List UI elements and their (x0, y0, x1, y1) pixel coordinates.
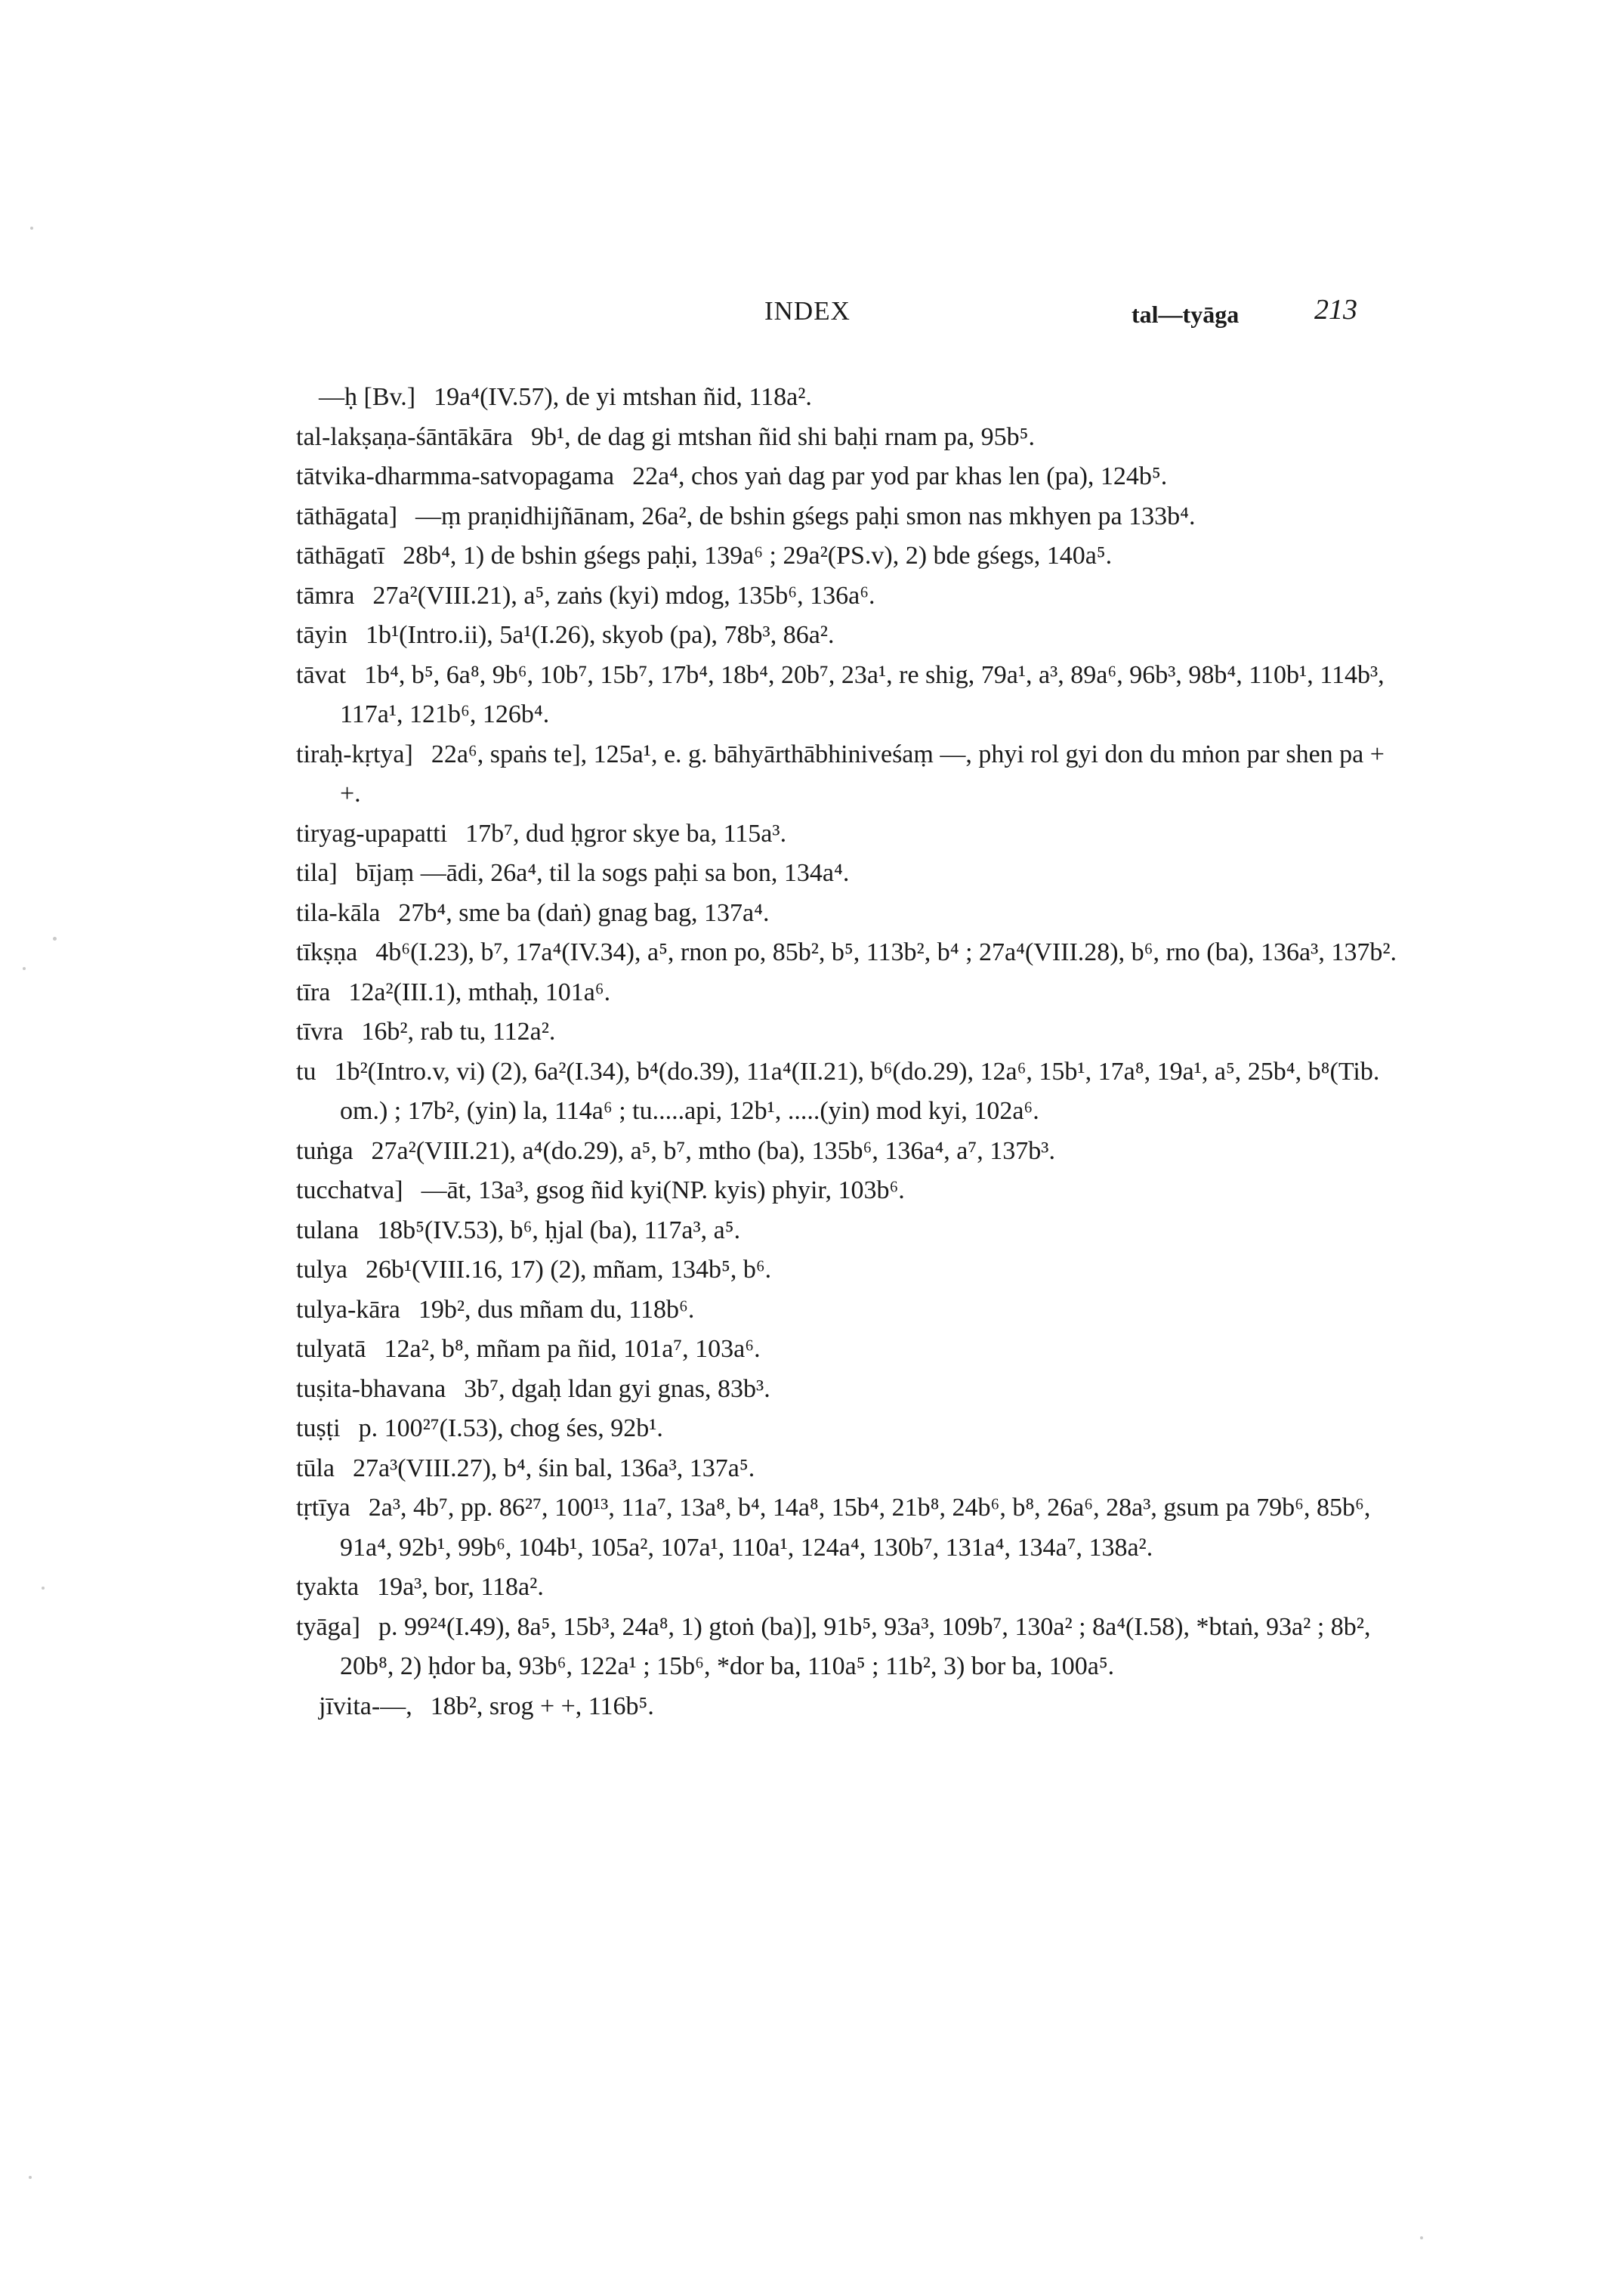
scan-speck (53, 937, 57, 941)
scan-speck (1420, 2236, 1423, 2239)
index-entry (296, 1012, 1400, 1052)
entry-references: 1b¹(Intro.ii), 5a¹(I.26), skyob (pa), 78b³, 86a². (365, 621, 835, 649)
entry-headword: tīvra (296, 1018, 344, 1046)
entry-references: p. 99²⁴(I.49), 8a⁵, 15b³, 24a⁸, 1) gtoṅ (ba)], 91b⁵, 93a³, 109b⁷, 130a² ; 8a⁴(I.58), *btaṅ, 93a² ; 8b², 20b⁸, 2) ḥdor ba, 93b⁶, 122a¹ ; 15b⁶, *dor ba, 110a⁵ ; 11b², 3) bor ba, 100a⁵. (340, 1612, 1371, 1680)
index-entry (296, 1211, 1400, 1251)
entry-references: 28b⁴, 1) de bshin gśegs paḥi, 139a⁶ ; 29a²(PS.v), 2) bde gśegs, 140a⁵. (403, 542, 1113, 570)
entry-headword: tila] (296, 859, 338, 887)
entry-references: 2a³, 4b⁷, pp. 86²⁷, 100¹³, 11a⁷, 13a⁸, b⁴, 14a⁸, 15b⁴, 21b⁸, 24b⁶, b⁸, 26a⁶, 28a³, gsum pa 79b⁶, 85b⁶, 91a⁴, 92b¹, 99b⁶, 104b¹, 105a², 107a¹, 110a¹, 124a⁴, 130b⁷, 131a⁴, 134a⁷, 138a². (340, 1494, 1371, 1562)
entry-references: 18b², srog + +, 116b⁵. (430, 1692, 654, 1720)
entry-headword: tu (296, 1057, 316, 1086)
entry-headword: tulyatā (296, 1335, 366, 1363)
entry-headword: tulana (296, 1216, 360, 1244)
index-entry (296, 616, 1400, 656)
entry-references: —ṃ praṇidhijñānam, 26a², de bshin gśegs paḥi smon nas mkhyen pa 133b⁴. (415, 502, 1196, 530)
entry-headword: tyakta (296, 1573, 360, 1601)
entry-references: 1b⁴, b⁵, 6a⁸, 9b⁶, 10b⁷, 15b⁷, 17b⁴, 18b⁴, 20b⁷, 23a¹, re shig, 79a¹, a³, 89a⁶, 96b³, 98b⁴, 110b¹, 114b³, 117a¹, 121b⁶, 126b⁴. (340, 660, 1385, 728)
entry-headword: tiraḥ-kṛtya] (296, 740, 413, 768)
index-entry (296, 894, 1400, 934)
index-entry (296, 656, 1400, 735)
index-entry (296, 1171, 1400, 1211)
entry-headword: tātvika-dharmma-satvopagama (296, 462, 615, 490)
entry-references: 3b⁷, dgaḥ ldan gyi gnas, 83b³. (464, 1374, 770, 1403)
scan-speck (30, 227, 33, 230)
index-entry (296, 536, 1400, 576)
entry-headword: tyāga] (296, 1612, 360, 1641)
entry-headword: tuṣṭi (296, 1414, 341, 1442)
entry-references: 1b²(Intro.v, vi) (2), 6a²(I.34), b⁴(do.39), 11a⁴(II.21), b⁶(do.29), 12a⁶, 15b¹, 17a⁸, 19a¹, a⁵, 25b⁴, b⁸(Tib. om.) ; 17b², (yin) la, 114a⁶ ; tu.....api, 12b¹, .....(yin) mod kyi, 102a⁶. (334, 1057, 1380, 1125)
entry-references: 22a⁶, spaṅs te], 125a¹, e. g. bāhyārthābhiniveśaṃ —, phyi rol gyi don du mṅon par shen pa + +. (340, 740, 1385, 808)
entry-references: 27b⁴, sme ba (daṅ) gnag bag, 137a⁴. (398, 898, 770, 927)
page-number: 213 (1314, 294, 1357, 326)
index-entry (296, 1052, 1400, 1132)
index-entry (296, 1568, 1400, 1608)
entry-headword: tila-kāla (296, 898, 381, 927)
entry-references: 27a²(VIII.21), a⁵, zaṅs (kyi) mdog, 135b⁶, 136a⁶. (372, 581, 875, 610)
index-entry (296, 457, 1400, 497)
index-entry (296, 1488, 1400, 1568)
index-entry (296, 973, 1400, 1013)
entry-references: 19a³, bor, 118a². (377, 1573, 544, 1601)
index-entry (296, 1409, 1400, 1449)
entry-references: 17b⁷, dud ḥgror skye ba, 115a³. (465, 819, 787, 848)
entry-references: 16b², rab tu, 112a². (361, 1018, 556, 1046)
entry-references: 12a²(III.1), mthaḥ, 101a⁶. (348, 978, 611, 1006)
entry-headword: tīra (296, 978, 331, 1006)
entry-references: 19b², dus mñam du, 118b⁶. (418, 1295, 695, 1324)
entry-references: 26b¹(VIII.16, 17) (2), mñam, 134b⁵, b⁶. (365, 1256, 772, 1284)
index-entry (296, 735, 1400, 814)
entry-headword: tūla (296, 1454, 335, 1482)
index-entries (296, 378, 1400, 1726)
index-entry (296, 418, 1400, 458)
running-title: INDEX (764, 296, 851, 326)
index-entry (296, 1250, 1400, 1290)
entry-headword: tal-lakṣaṇa-śāntākāra (296, 422, 513, 451)
entry-references: 12a², b⁸, mñam pa ñid, 101a⁷, 103a⁶. (384, 1335, 761, 1363)
index-entry (296, 854, 1400, 894)
index-entry (296, 1608, 1400, 1687)
index-entry (296, 576, 1400, 616)
entry-references: bījaṃ —ādi, 26a⁴, til la sogs paḥi sa bon, 134a⁴. (355, 859, 850, 887)
entry-headword: tiryag-upapatti (296, 819, 448, 848)
entry-headword: tṛtīya (296, 1494, 350, 1522)
index-entry (296, 1449, 1400, 1489)
scan-speck (23, 967, 26, 970)
entry-references: 27a³(VIII.27), b⁴, śin bal, 136a³, 137a⁵. (352, 1454, 755, 1482)
entry-references: 27a²(VIII.21), a⁴(do.29), a⁵, b⁷, mtho (ba), 135b⁶, 136a⁴, a⁷, 137b³. (371, 1136, 1055, 1165)
index-entry (296, 1330, 1400, 1370)
entry-references: 18b⁵(IV.53), b⁶, ḥjal (ba), 117a³, a⁵. (377, 1216, 741, 1244)
entry-headword: tāmra (296, 581, 355, 610)
index-subentry (296, 378, 1400, 418)
index-entry (296, 814, 1400, 854)
entry-references: 19a⁴(IV.57), de yi mtshan ñid, 118a². (434, 383, 812, 411)
index-subentry (296, 1687, 1400, 1727)
entry-headword: tīkṣṇa (296, 938, 358, 966)
scan-speck (29, 2176, 32, 2179)
entry-headword: tulya-kāra (296, 1295, 400, 1324)
entry-references: 9b¹, de dag gi mtshan ñid shi baḥi rnam pa, 95b⁵. (530, 422, 1035, 451)
index-entry (296, 1370, 1400, 1410)
entry-headword: jīvita-—, (319, 1692, 412, 1720)
scan-speck (42, 1587, 45, 1590)
index-entry (296, 497, 1400, 537)
index-entry (296, 933, 1400, 973)
entry-headword: tāyin (296, 621, 347, 649)
entry-headword: —ḥ [Bv.] (319, 383, 416, 411)
entry-headword: tuṣita-bhavana (296, 1374, 446, 1403)
entry-headword: tuṅga (296, 1136, 354, 1165)
entry-references: p. 100²⁷(I.53), chog śes, 92b¹. (358, 1414, 663, 1442)
entry-headword: tulya (296, 1256, 347, 1284)
entry-references: —āt, 13a³, gsog ñid kyi(NP. kyis) phyir, 103b⁶. (421, 1176, 905, 1204)
index-entry (296, 1132, 1400, 1172)
index-entry (296, 1290, 1400, 1330)
entry-references: 4b⁶(I.23), b⁷, 17a⁴(IV.34), a⁵, rnon po, 85b², b⁵, 113b², b⁴ ; 27a⁴(VIII.28), b⁶, rno (ba), 136a³, 137b². (375, 938, 1397, 966)
entry-headword: tāthāgatī (296, 542, 385, 570)
entry-headword: tāvat (296, 660, 347, 689)
page-header (0, 296, 1624, 341)
entry-headword: tucchatva] (296, 1176, 403, 1204)
entry-references: 22a⁴, chos yaṅ dag par yod par khas len (pa), 124b⁵. (632, 462, 1168, 490)
entry-headword: tāthāgata] (296, 502, 398, 530)
entry-range: tal—tyāga (1132, 301, 1240, 328)
